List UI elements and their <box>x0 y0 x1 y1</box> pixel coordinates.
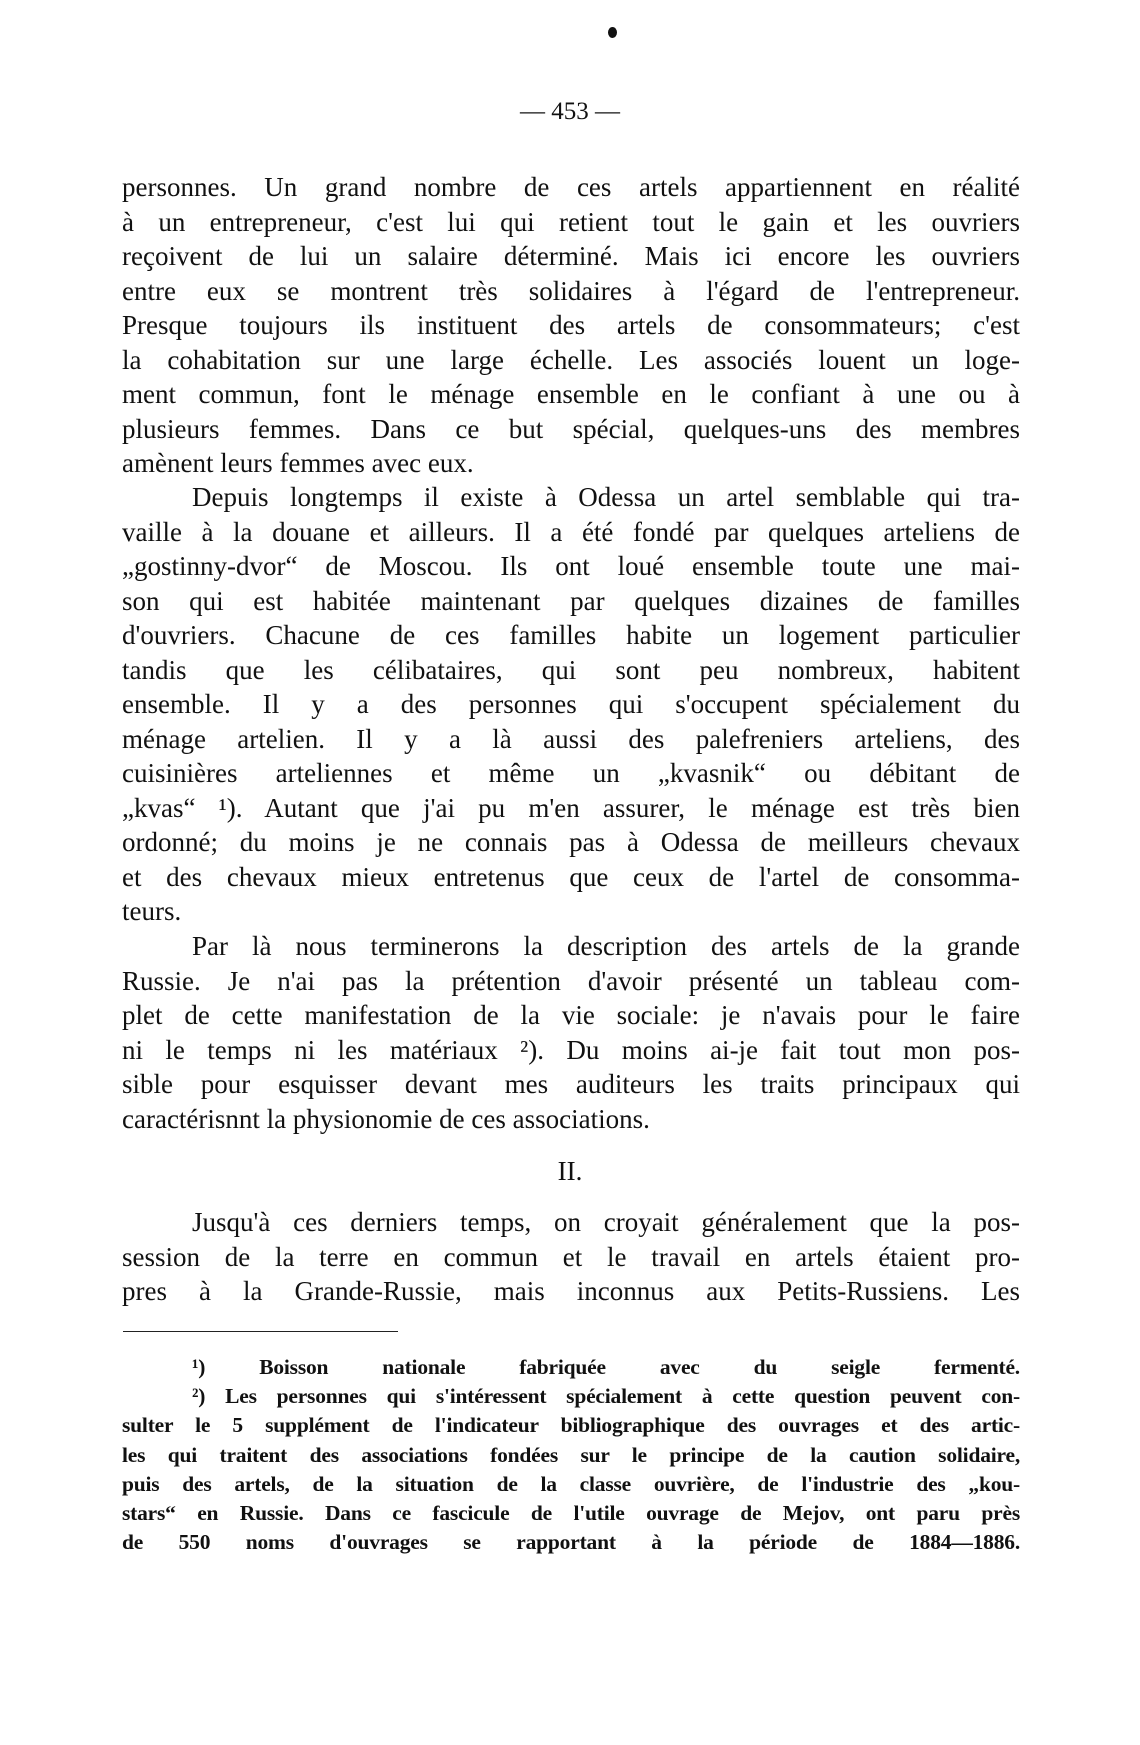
text-line: „kvas“ ¹). Autant que j'ai pu m'en assurer, le ménage est très bien <box>122 792 1020 823</box>
text-line: puis des artels, de la situation de la classe ouvrière, de l'industrie des „kou- <box>122 1471 1020 1496</box>
footnote <box>122 1353 1020 1382</box>
text-line: son qui est habitée maintenant par quelques dizaines de familles <box>122 585 1020 616</box>
page-number: — 453 — <box>520 98 620 125</box>
text-line: reçoivent de lui un salaire déterminé. Mais ici encore les ouvriers <box>122 241 1020 271</box>
text-line: session de la terre en commun et le travail en artels étaient pro- <box>122 1241 1020 1272</box>
text-line: amènent leurs femmes avec eux. <box>122 448 474 478</box>
text-line: ment commun, font le ménage ensemble en le confiant à une ou à <box>122 379 1020 409</box>
text-line: Par là nous terminerons la description des artels de la grande <box>192 931 1020 961</box>
text-line: ménage artelien. Il y a là aussi des palefreniers arteliens, des <box>122 723 1020 754</box>
text-line: teurs. <box>122 896 182 926</box>
text-line: cuisinières arteliennes et même un „kvasnik“ ou débitant de <box>122 758 1020 788</box>
text-line: ni le temps ni les matériaux ²). Du moins ai-je fait tout mon pos- <box>122 1034 1020 1065</box>
text-line: ordonné; du moins je ne connais pas à Odessa de meilleurs chevaux <box>122 827 1020 857</box>
text-line: entre eux se montrent très solidaires à l'égard de l'entrepreneur. <box>122 275 1020 306</box>
text-line: à un entrepreneur, c'est lui qui retient tout le gain et les ouvriers <box>122 206 1020 237</box>
text-line: vaille à la douane et ailleurs. Il a été fondé par quelques arteliens de <box>122 516 1020 547</box>
text-line: sible pour esquisser devant mes auditeurs les traits principaux qui <box>122 1069 1020 1099</box>
text-line: la cohabitation sur une large échelle. Les associés louent un loge- <box>122 344 1020 375</box>
footnote-separator <box>123 1331 398 1332</box>
text-line: plet de cette manifestation de la vie sociale: je n'avais pour le faire <box>122 1000 1020 1030</box>
paragraph <box>122 480 1020 929</box>
text-line: Jusqu'à ces derniers temps, on croyait généralement que la pos- <box>192 1207 1020 1237</box>
text-line: „gostinny-dvor“ de Moscou. Ils ont loué ensemble toute une mai- <box>122 551 1020 581</box>
text-line: et des chevaux mieux entretenus que ceux de l'artel de consomma- <box>122 861 1020 892</box>
scan-speck <box>608 27 617 38</box>
text-line: Depuis longtemps il existe à Odessa un artel semblable qui tra- <box>192 482 1020 512</box>
text-line: pres à la Grande-Russie, mais inconnus aux Petits-Russiens. Les <box>122 1276 1020 1306</box>
footnote <box>122 1382 1020 1558</box>
text-line: d'ouvriers. Chacune de ces familles habite un logement particulier <box>122 620 1020 650</box>
text-line: Russie. Je n'ai pas la prétention d'avoir présenté un tableau com- <box>122 965 1020 996</box>
text-line: sulter le 5 supplément de l'indicateur bibliographique des ouvrages et des artic- <box>122 1413 1020 1438</box>
text-line: ²) Les personnes qui s'intéressent spécialement à cette question peuvent con- <box>192 1384 1020 1408</box>
text-line: tandis que les célibataires, qui sont peu nombreux, habitent <box>122 654 1020 685</box>
text-line: caractérisnnt la physionomie de ces associations. <box>122 1103 650 1134</box>
text-line: de 550 noms d'ouvrages se rapportant à la période de 1884—1886. <box>122 1530 1020 1555</box>
section-heading: II. <box>557 1156 583 1186</box>
text-line: ensemble. Il y a des personnes qui s'occupent spécialement du <box>122 689 1020 719</box>
paragraph <box>122 170 1020 481</box>
text-line: personnes. Un grand nombre de ces artels appartiennent en réalité <box>122 172 1020 202</box>
paragraph <box>122 1205 1020 1309</box>
text-line: plusieurs femmes. Dans ce but spécial, quelques-uns des membres <box>122 413 1020 444</box>
text-line: stars“ en Russie. Dans ce fascicule de l'utile ouvrage de Mejov, ont paru près <box>122 1501 1020 1526</box>
text-line: ¹) Boisson nationale fabriquée avec du seigle fermenté. <box>192 1355 1020 1379</box>
text-line: les qui traitent des associations fondées sur le principe de la caution solidaire, <box>122 1442 1020 1467</box>
paragraph <box>122 929 1020 1136</box>
text-line: Presque toujours ils instituent des artels de consommateurs; c'est <box>122 310 1020 340</box>
